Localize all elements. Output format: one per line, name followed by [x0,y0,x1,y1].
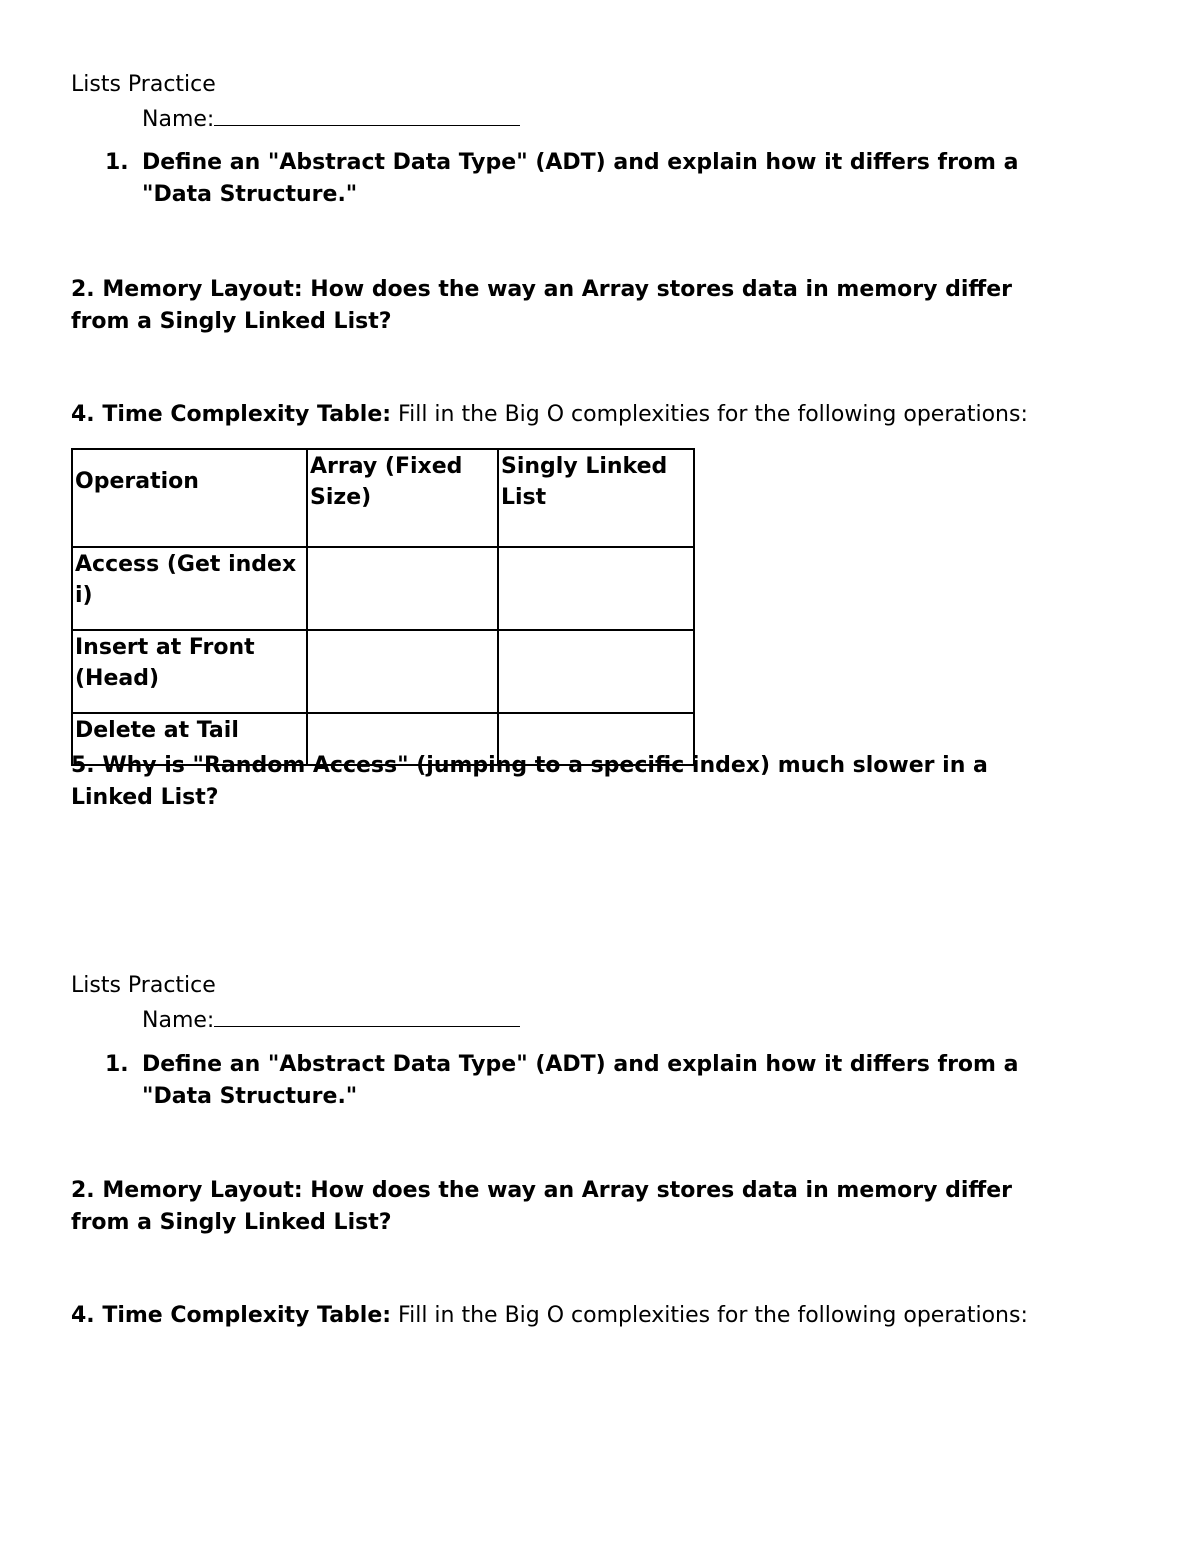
row-operation-insert-front: Insert at Front (Head) [72,630,307,713]
name-field-copy[interactable] [142,1004,520,1035]
question-4-heading-copy: 4. Time Complexity Table: [71,1303,392,1328]
cell-array-insert-front[interactable] [307,630,498,713]
question-4-instruction: Fill in the Big O complexities for the following operations: [391,402,1028,427]
question-4 [71,399,1028,431]
question-2-line-2-copy: from a Singly Linked List? [71,1210,392,1235]
question-5-line-1: 5. Why is "Random Access" (jumping to a specific index) much slower in a [71,753,988,778]
question-2-copy [71,1175,1012,1239]
worksheet-title-copy: Lists Practice [71,973,216,998]
cell-linked-list-access[interactable] [498,547,694,630]
row-operation-delete-tail: Delete at Tail [72,713,307,765]
header-linked-list: Singly Linked List [498,449,694,547]
question-1-number-copy: 1. [105,1052,129,1077]
question-1-line-2-copy: "Data Structure." [142,1084,358,1109]
header-operation: Operation [72,449,307,547]
question-5 [71,750,988,814]
question-4-instruction-copy: Fill in the Big O complexities for the following operations: [391,1303,1028,1328]
table-header-row [72,449,694,547]
table-row [72,630,694,713]
table-row [72,547,694,630]
question-2-line-1-copy: 2. Memory Layout: How does the way an Array stores data in memory differ [71,1178,1013,1203]
name-field[interactable] [142,103,520,134]
question-1-number: 1. [105,150,129,175]
cell-array-access[interactable] [307,547,498,630]
header-array: Array (Fixed Size) [307,449,498,547]
name-label-copy: Name: [142,1008,215,1033]
question-5-line-2: Linked List? [71,785,219,810]
question-2-line-2: from a Singly Linked List? [71,309,392,334]
name-blank-line-copy[interactable] [214,1004,520,1027]
question-1-line-1: Define an "Abstract Data Type" (ADT) and explain how it differs from a [142,150,1019,175]
name-label: Name: [142,107,215,132]
cell-linked-list-insert-front[interactable] [498,630,694,713]
worksheet-title: Lists Practice [71,72,216,97]
question-2 [71,274,1012,338]
row-operation-access: Access (Get index i) [72,547,307,630]
question-1-line-2: "Data Structure." [142,182,358,207]
question-2-line-1: 2. Memory Layout: How does the way an Array stores data in memory differ [71,277,1013,302]
name-blank-line[interactable] [214,103,520,126]
question-4-copy [71,1300,1028,1332]
time-complexity-table [71,448,695,766]
question-1-line-1-copy: Define an "Abstract Data Type" (ADT) and explain how it differs from a [142,1052,1019,1077]
question-4-heading: 4. Time Complexity Table: [71,402,392,427]
